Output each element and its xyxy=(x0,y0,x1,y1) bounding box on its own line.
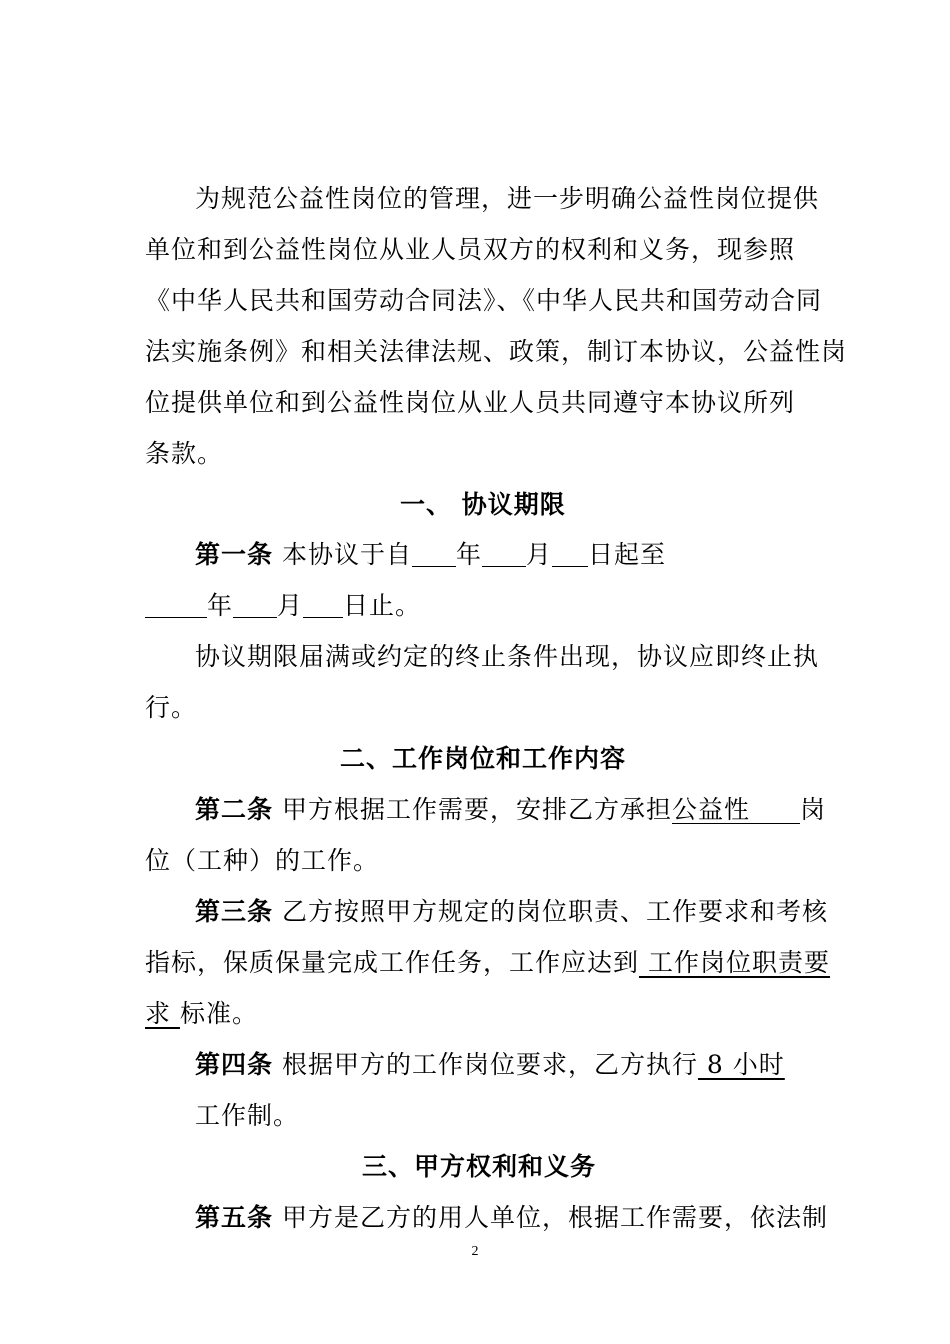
article-3-standard-fill-end: 求 xyxy=(145,999,180,1028)
end-day-unit: 日止。 xyxy=(343,591,422,620)
article-4-label: 第四条 xyxy=(195,1050,274,1079)
article-3-text-2: 指标，保质保量完成工作任务，工作应达到 xyxy=(145,948,640,977)
article-5-line-1 xyxy=(195,1201,828,1235)
term-paragraph-line-1: 协议期限届满或约定的终止条件出现，协议应即终止执 xyxy=(195,642,820,671)
end-year-unit: 年 xyxy=(207,591,234,620)
article-2-line-2: 位（工种）的工作。 xyxy=(145,846,380,875)
start-month-unit: 月 xyxy=(525,540,552,569)
article-1-label: 第一条 xyxy=(195,540,274,569)
end-month-unit: 月 xyxy=(277,591,304,620)
article-3-line-1 xyxy=(195,895,828,929)
article-5-label: 第五条 xyxy=(195,1203,274,1232)
page-number: 2 xyxy=(471,1244,479,1259)
article-2-post-fill: 公益性 xyxy=(672,797,800,824)
intro-line-5: 位提供单位和到公益性岗位从业人员共同遵守本协议所列 xyxy=(145,388,796,417)
article-3-line-3 xyxy=(145,997,258,1031)
article-2-label: 第二条 xyxy=(195,795,274,824)
end-day-blank xyxy=(303,593,343,618)
article-2-text: 甲方根据工作需要，安排乙方承担 xyxy=(273,795,672,824)
article-3-line-2 xyxy=(145,946,830,980)
start-day-unit: 日起至 xyxy=(588,540,667,569)
article-1-line-2 xyxy=(145,589,421,623)
end-year-blank xyxy=(145,593,207,618)
term-paragraph-line-2: 行。 xyxy=(145,693,198,722)
article-5-text: 甲方是乙方的用人单位，根据工作需要，依法制 xyxy=(273,1203,828,1232)
intro-line-3: 《中华人民共和国劳动合同法》、《中华人民共和国劳动合同 xyxy=(145,286,823,315)
article-1-text: 本协议于自 xyxy=(273,540,412,569)
start-day-blank xyxy=(552,542,588,567)
article-2-line-1 xyxy=(195,793,826,827)
start-year-unit: 年 xyxy=(455,540,482,569)
article-4-hours-fill: 8 小时 xyxy=(697,1050,785,1079)
section-heading-3: 三、甲方权利和义务 xyxy=(362,1152,597,1181)
article-4-line-2: 工作制。 xyxy=(195,1101,300,1130)
article-2-text-end: 岗 xyxy=(799,795,826,824)
section-heading-1: 一、 协议期限 xyxy=(400,490,566,519)
end-month-blank xyxy=(233,593,277,618)
start-month-blank xyxy=(482,542,526,567)
article-3-label: 第三条 xyxy=(195,897,274,926)
section-heading-2: 二、工作岗位和工作内容 xyxy=(340,744,627,773)
article-4-text: 根据甲方的工作岗位要求，乙方执行 xyxy=(273,1050,698,1079)
intro-line-2: 单位和到公益性岗位从业人员双方的权利和义务，现参照 xyxy=(145,235,796,264)
article-4-line-1 xyxy=(195,1048,785,1082)
intro-line-1: 为规范公益性岗位的管理，进一步明确公益性岗位提供 xyxy=(195,184,820,213)
intro-line-6: 条款。 xyxy=(145,439,224,468)
article-3-text: 乙方按照甲方规定的岗位职责、工作要求和考核 xyxy=(273,897,828,926)
article-1-line-1 xyxy=(195,538,666,572)
start-year-blank xyxy=(412,542,456,567)
article-3-text-end: 标准。 xyxy=(179,999,258,1028)
article-3-standard-fill: 工作岗位职责要 xyxy=(639,948,830,977)
intro-line-4: 法实施条例》和相关法律法规、政策，制订本协议，公益性岗 xyxy=(145,337,848,366)
